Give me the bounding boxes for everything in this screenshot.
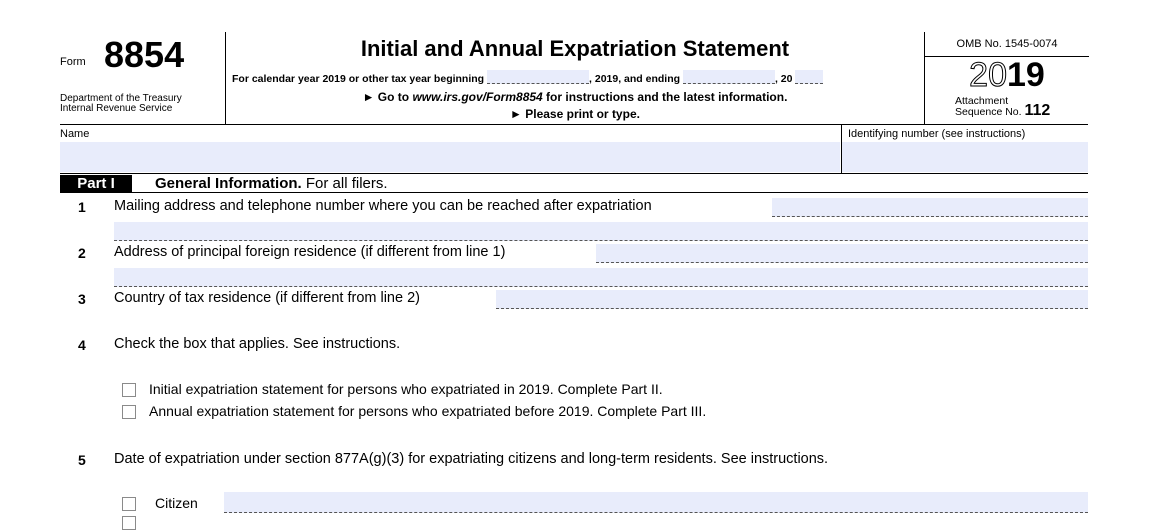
line1-input-b[interactable]	[114, 222, 1088, 241]
calendar-year-line	[232, 70, 823, 85]
omb-number: OMB No. 1545-0074	[956, 38, 1058, 50]
line2-number: 2	[78, 245, 86, 261]
calendar-year-prefix: For calendar year 2019 or other tax year beginning	[232, 73, 485, 85]
sequence-number: 112	[1024, 102, 1051, 119]
initial-statement-checkbox[interactable]	[122, 383, 136, 397]
department	[60, 94, 182, 114]
form-title-block	[226, 32, 924, 124]
line2-input-b[interactable]	[114, 268, 1088, 287]
name-input[interactable]	[60, 142, 840, 172]
long-term-resident-checkbox[interactable]	[122, 516, 136, 530]
line1-input-a[interactable]	[772, 198, 1088, 217]
name-row-divider	[841, 124, 842, 173]
tax-year-end-field[interactable]	[683, 70, 775, 84]
line1-number: 1	[78, 199, 86, 215]
part1-tag: Part I	[60, 175, 132, 192]
goto-line	[226, 90, 924, 104]
part1-title-bold: General Information.	[155, 175, 302, 192]
line4-number: 4	[78, 337, 86, 353]
line3-text: Country of tax residence (if different from line 2)	[114, 290, 420, 306]
citizen-label: Citizen	[155, 495, 198, 511]
name-row-bottom-rule	[60, 173, 1088, 174]
part1-bottom-rule	[60, 192, 1088, 193]
name-label: Name	[60, 128, 90, 140]
identifying-number-input[interactable]	[842, 142, 1088, 172]
tax-year-end-year-field[interactable]	[795, 70, 823, 84]
identifying-number-label: Identifying number (see instructions)	[848, 128, 1026, 140]
tax-year-begin-field[interactable]	[487, 70, 589, 84]
part1-title	[155, 175, 388, 192]
initial-statement-label: Initial expatriation statement for persons who expatriated in 2019. Complete Part II.	[149, 381, 663, 397]
line3-input[interactable]	[496, 290, 1088, 309]
annual-statement-label: Annual expatriation statement for persons who expatriated before 2019. Complete Part III.	[149, 403, 707, 419]
line2-text: Address of principal foreign residence (if different from line 1)	[114, 244, 506, 260]
header-bottom-rule	[60, 124, 1088, 125]
department-line2: Internal Revenue Service	[60, 103, 173, 114]
form-id-block	[60, 32, 226, 124]
calendar-year-suffix: , 20	[774, 73, 793, 85]
attachment-label: Attachment	[955, 95, 1009, 107]
line5-number: 5	[78, 452, 86, 468]
annual-statement-checkbox[interactable]	[122, 405, 136, 419]
line4-text: Check the box that applies. See instructions.	[114, 336, 401, 352]
department-line1: Department of the Treasury	[60, 93, 182, 104]
line3-number: 3	[78, 291, 86, 307]
line5-text: Date of expatriation under section 877A(g)(3) for expatriating citizens and long-term residents. See instructions.	[114, 451, 829, 467]
attachment-sequence	[955, 96, 1050, 117]
form-number: 8854	[104, 34, 185, 75]
citizen-checkbox[interactable]	[122, 497, 136, 511]
irs-url-link[interactable]: www.irs.gov/Form8854	[412, 90, 543, 104]
goto-prefix: ► Go to	[362, 90, 413, 104]
sequence-label: Sequence No.	[955, 106, 1022, 118]
tax-year-bold: 19	[1007, 56, 1045, 94]
tax-year	[925, 58, 1089, 92]
print-line: ► Please print or type.	[510, 107, 640, 121]
form-word: Form	[60, 56, 86, 68]
tax-year-outline: 20	[969, 56, 1007, 94]
line1-text: Mailing address and telephone number where you can be reached after expatriation	[114, 198, 652, 214]
part1-title-rest: For all filers.	[301, 175, 388, 192]
form-title: Initial and Annual Expatriation Statement	[360, 36, 790, 61]
line2-input-a[interactable]	[596, 244, 1088, 263]
calendar-year-mid: , 2019, and ending	[589, 73, 681, 85]
citizen-date-input[interactable]	[224, 492, 1088, 513]
goto-suffix: for instructions and the latest information.	[542, 90, 788, 104]
omb-block	[924, 32, 1089, 124]
